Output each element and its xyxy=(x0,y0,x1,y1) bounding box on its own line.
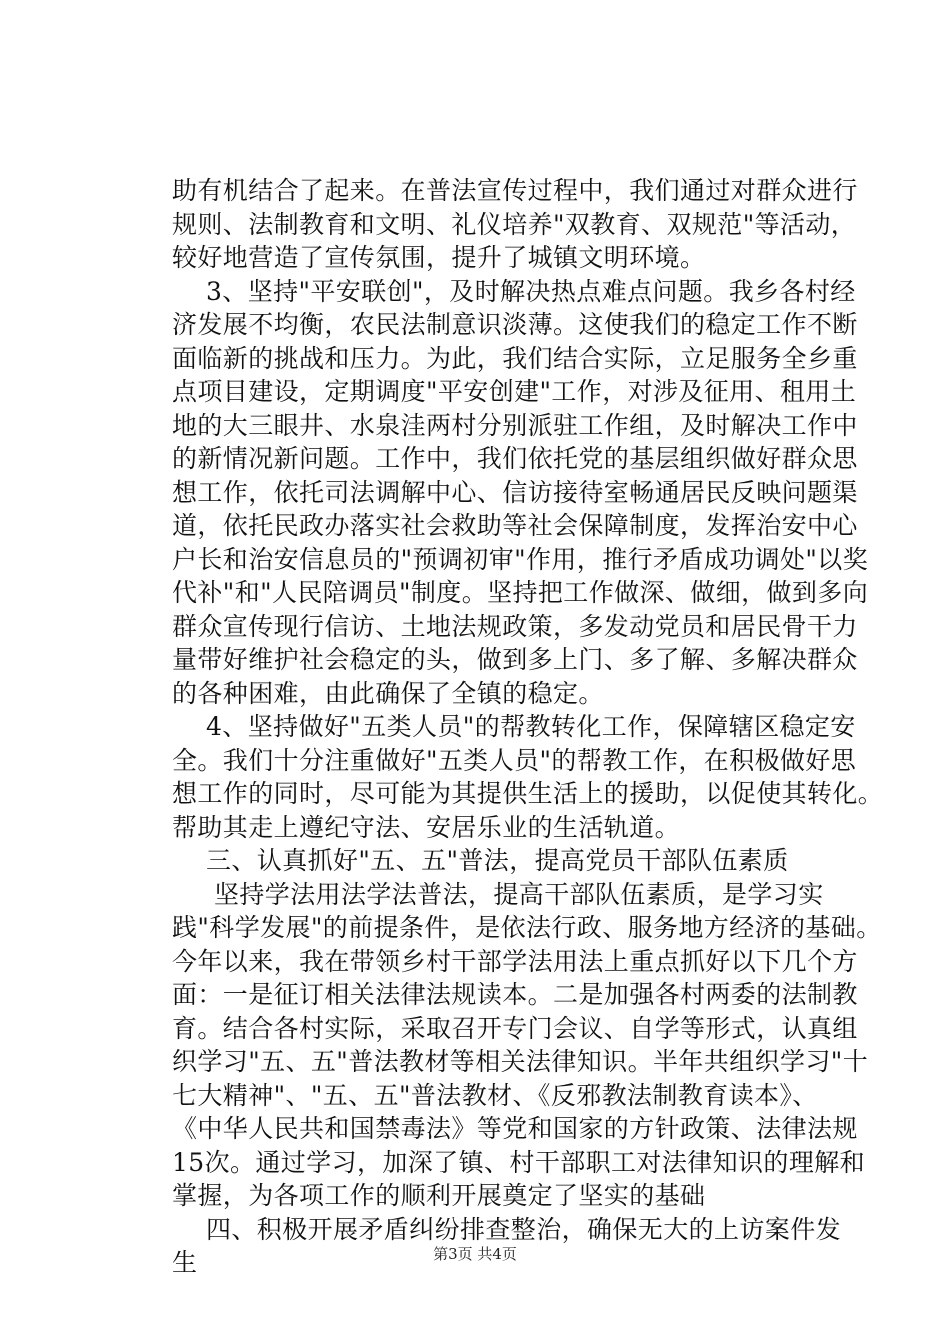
text-line: 掌握，为各项工作的顺利开展奠定了坚实的基础 xyxy=(172,1181,706,1210)
text-line: 规则、法制教育和文明、礼仪培养"双教育、双规范"等活动， xyxy=(172,209,857,239)
paragraph-item-3-heading: 3、坚持"平安联创"，及时解决热点难点问题。我乡各村经 xyxy=(206,276,856,306)
text-line: 面：一是征订相关法律法规读本。二是加强各村两委的法制教 xyxy=(172,980,858,1009)
text-line: 的各种困难，由此确保了全镇的稳定。 xyxy=(172,678,604,708)
text-line: 代补"和"人民陪调员"制度。坚持把工作做深、做细，做到多向 xyxy=(172,578,869,607)
section-three-heading: 三、认真抓好"五、五"普法，提高党员干部队伍素质 xyxy=(206,846,789,875)
text-line: 济发展不均衡，农民法制意识淡薄。这使我们的稳定工作不断 xyxy=(172,310,858,339)
text-line: 群众宣传现行信访、土地法规政策，多发动党员和居民骨干力 xyxy=(172,611,858,641)
document-body xyxy=(172,174,884,1280)
text-line: 七大精神"、"五、五"普法教材、《反邪教法制教育读本》、 xyxy=(172,1080,818,1110)
text-line: 户长和治安信息员的"预调初审"作用，推行矛盾成功调处"以奖 xyxy=(172,544,869,574)
text-line: 《中华人民共和国禁毒法》等党和国家的方针政策、法律法规 xyxy=(172,1114,858,1143)
page-number-footer: 第3页 共4页 xyxy=(433,1245,517,1263)
text-line: 帮助其走上遵纪守法、安居乐业的生活轨道。 xyxy=(172,812,681,842)
text-line: 点项目建设，定期调度"平安创建"工作，对涉及征用、租用土 xyxy=(172,377,857,406)
text-line: 全。我们十分注重做好"五类人员"的帮教工作，在积极做好思 xyxy=(172,745,857,775)
text-line: 想工作，依托司法调解中心、信访接待室畅通居民反映问题渠 xyxy=(172,477,858,507)
text-line: 量带好维护社会稳定的头，做到多上门、多了解、多解决群众 xyxy=(172,645,858,674)
text-line: 助有机结合了起来。在普法宣传过程中，我们通过对群众进行 xyxy=(172,176,858,205)
text-line: 道，依托民政办落实社会救助等社会保障制度，发挥治安中心 xyxy=(172,511,858,540)
paragraph-item-4-heading: 4、坚持做好"五类人员"的帮教转化工作，保障辖区稳定安 xyxy=(206,712,856,741)
text-line: 面临新的挑战和压力。为此，我们结合实际，立足服务全乡重 xyxy=(172,343,858,373)
text-line: 地的大三眼井、水泉洼两村分别派驻工作组，及时解决工作中 xyxy=(172,410,858,440)
text-line: 的新情况新问题。工作中，我们依托党的基层组织做好群众思 xyxy=(172,444,858,473)
text-line: 今年以来，我在带领乡村干部学法用法上重点抓好以下几个方 xyxy=(172,946,858,976)
text-line: 践"科学发展"的前提条件，是依法行政、服务地方经济的基础。 xyxy=(172,913,882,942)
text-line: 较好地营造了宣传氛围，提升了城镇文明环境。 xyxy=(172,243,706,272)
text-line: 生 xyxy=(172,1248,198,1277)
text-line: 织学习"五、五"普法教材等相关法律知识。半年共组织学习"十 xyxy=(172,1047,869,1076)
text-line: 育。结合各村实际，采取召开专门会议、自学等形式，认真组 xyxy=(172,1013,858,1043)
paragraph-start: 坚持学法用法学法普法，提高干部队伍素质，是学习实 xyxy=(214,879,824,909)
section-four-heading: 四、积极开展矛盾纠纷排查整治，确保无大的上访案件发 xyxy=(206,1214,842,1244)
text-line: 想工作的同时，尽可能为其提供生活上的援助，以促使其转化。 xyxy=(172,779,884,808)
text-line: 15次。通过学习，加深了镇、村干部职工对法律知识的理解和 xyxy=(172,1147,866,1177)
